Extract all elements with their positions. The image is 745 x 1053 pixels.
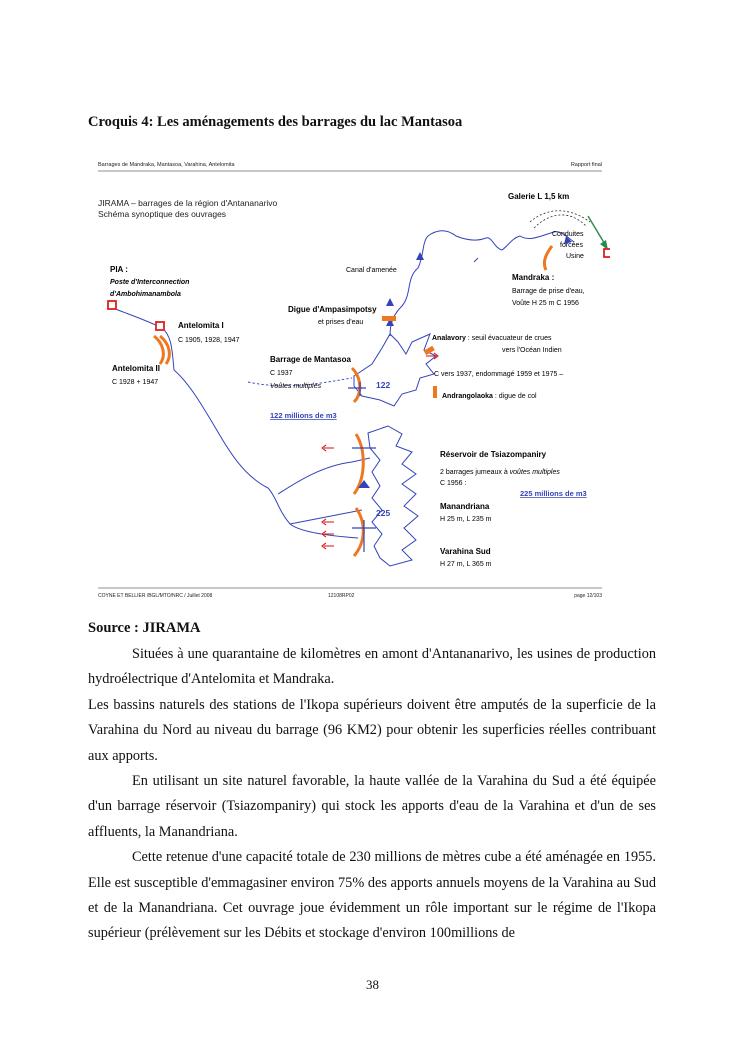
analavory-line1 — [432, 335, 552, 342]
lake-122-label: 122 — [376, 380, 391, 390]
flow-arrow-icon — [386, 298, 394, 306]
usine-marker-icon — [604, 249, 610, 257]
canal-amenee — [390, 231, 574, 336]
antelomita2-name: Antelomita II — [112, 364, 161, 373]
figure-header-right: Rapport final — [570, 162, 602, 168]
paragraph-4: Cette retenue d'une capacité totale de 230 millions de mètres cube a été aménagée en 1955. Elle est susceptible d'emmagasiner environ 75% des apports annuels moyens de la Varahina au Sud et de la Manandriana. Cet ouvrage joue évidemment un rôle important sur le régime de l'Ikopa supérieur (prélèvement sur les Débits et stockage d'environ 100millions de — [88, 849, 656, 942]
pia-label: PIA : — [110, 265, 128, 274]
mandraka-line1: Barrage de prise d'eau, — [512, 288, 585, 295]
conduites-line — [588, 216, 606, 246]
analavory-date: C vers 1937, endommagé 1959 et 1975 – — [434, 371, 564, 378]
mantasoa-lake-outline — [354, 334, 436, 406]
antelomita1-name: Antelomita I — [178, 321, 224, 330]
figure-footer-left: COYNE ET BELLIER /BGL/MTO/NRC / Juillet 2008 — [98, 593, 213, 599]
figure-title-line1: JIRAMA – barrages de la région d'Antananarivo — [98, 198, 278, 208]
source-line: Source : JIRAMA — [88, 620, 201, 636]
andrangolaoka-line — [442, 393, 537, 400]
digue-name: Digue d'Ampasimpotsy — [288, 305, 377, 314]
figure-footer-center: 12108RP02 — [328, 593, 355, 599]
galerie-line-2 — [534, 215, 586, 228]
schematic-figure — [90, 150, 610, 605]
mantasoa-volume: 122 millions de m3 — [270, 411, 337, 420]
canal-spur — [474, 258, 478, 262]
pia-line2: d'Ambohimanambola — [110, 291, 181, 298]
andrangolaoka-dike — [433, 386, 437, 398]
body-text — [88, 642, 656, 947]
tsiazo-line1-a: 2 barrages jumeaux à — [440, 469, 510, 476]
analavory-name: Analavory — [432, 335, 466, 342]
tsiazo-line1 — [440, 469, 560, 476]
figure-caption: Croquis 4: Les aménagements des barrages du lac Mantasoa — [88, 114, 463, 130]
paragraph-2: Les bassins naturels des stations de l'Ikopa supérieurs doivent être amputés de la superficie de la Varahina du Nord au niveau du barrage (96 KM2) pour obtenir les superficies réelles contribuant aux apports. — [88, 696, 656, 764]
mandraka-dam-arc — [544, 246, 552, 270]
paragraph-1: Situées à une quarantaine de kilomètres en amont d'Antananarivo, les usines de production hydroélectrique d'Antelomita et Mandraka. — [88, 646, 656, 688]
andrangolaoka-name: Andrangolaoka — [442, 393, 493, 400]
mantasoa-date: C 1937 — [270, 370, 293, 377]
page-number: 38 — [366, 977, 379, 992]
tsiazompaniry-lake-outline — [368, 426, 418, 566]
pia-marker-icon — [108, 301, 116, 309]
tsiazo-volume: 225 millions de m3 — [520, 489, 587, 498]
varahina-dims: H 27 m, L 365 m — [440, 561, 492, 568]
antelomita1-dates: C 1905, 1928, 1947 — [178, 337, 240, 344]
varahina-name: Varahina Sud — [440, 547, 491, 556]
mantasoa-type: Voûtes multiples — [270, 383, 322, 390]
canal-label: Canal d'amenée — [346, 267, 397, 274]
antelomita-dam-arc-1 — [154, 336, 163, 364]
conduites-line2: forcées — [560, 242, 583, 249]
figure-title-line2: Schéma synoptique des ouvrages — [98, 209, 227, 219]
analavory-desc2: vers l'Océan Indien — [502, 347, 562, 354]
usine-label: Usine — [566, 253, 584, 260]
tsiazo-line1-b: voûtes multiples — [509, 469, 560, 476]
mandraka-name: Mandraka : — [512, 273, 555, 282]
mandraka-line2: Voûte H 25 m C 1956 — [512, 300, 579, 307]
tsiazo-line2: C 1956 : — [440, 480, 467, 487]
ampasimpotsy-dike — [382, 316, 396, 321]
pia-line1: Poste d'Interconnection — [110, 279, 190, 286]
mantasoa-name: Barrage de Mantasoa — [270, 355, 351, 364]
galerie-label: Galerie L 1,5 km — [508, 192, 570, 201]
manandriana-name: Manandriana — [440, 502, 490, 511]
figure-header-left: Barrages de Mandraka, Mantasoa, Varahina, Antelomita — [98, 162, 235, 168]
conduites-line1: Conduites — [552, 231, 584, 238]
tsiazo-name: Réservoir de Tsiazompaniry — [440, 450, 547, 459]
antelomita-station-icon — [156, 322, 164, 330]
analavory-desc1: : seuil évacuateur de crues — [465, 335, 552, 342]
galerie-line-1 — [530, 211, 590, 222]
digue-sub: et prises d'eau — [318, 319, 364, 326]
andrangolaoka-desc: : digue de col — [492, 393, 537, 400]
tsiazompaniry-dam-arc-2 — [354, 508, 363, 556]
figure-footer-right: page 12/103 — [574, 593, 602, 599]
manandriana-dims: H 25 m, L 235 m — [440, 516, 492, 523]
paragraph-3: En utilisant un site naturel favorable, la haute vallée de la Varahina du Sud a été équipée d'un barrage réservoir (Tsiazompaniry) qui stock les apports d'eau de la Varahina et d'un de ses affluents, la Manandriana. — [88, 773, 656, 840]
antelomita2-dates: C 1928 + 1947 — [112, 379, 159, 386]
lake-225-label: 225 — [376, 508, 391, 518]
